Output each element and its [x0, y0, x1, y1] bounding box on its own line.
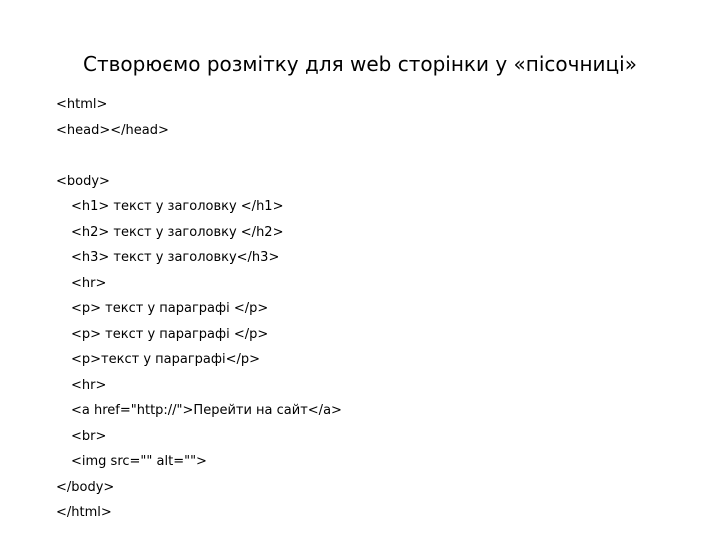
code-line: <body> — [56, 173, 110, 189]
code-line: <hr> — [71, 377, 107, 393]
code-line: <html> — [56, 97, 108, 112]
code-line: <br> — [71, 428, 107, 444]
code-line: <h2> текст у заголовку </h2> — [71, 224, 284, 240]
code-line: </html> — [56, 505, 112, 520]
code-line: <img src="" alt=""> — [71, 454, 207, 469]
code-line: <head></head> — [56, 122, 169, 138]
code-line: <h3> текст у заголовку</h3> — [71, 250, 280, 265]
code-line: <p>текст у параграфі</p> — [71, 352, 261, 367]
code-line: <p> текст у параграфі </p> — [71, 301, 269, 316]
code-line: <p> текст у параграфі </p> — [71, 326, 269, 342]
code-line: <hr> — [71, 275, 107, 291]
code-line: <h1> текст у заголовку </h1> — [71, 199, 284, 214]
code-line — [56, 143, 342, 169]
html-code-listing — [56, 92, 342, 526]
code-line: <a href="http://">Перейти на сайт</a> — [71, 403, 342, 418]
code-line: </body> — [56, 479, 115, 495]
slide-title: Створюємо розмітку для web сторінки у «пісочниці» — [83, 52, 637, 76]
